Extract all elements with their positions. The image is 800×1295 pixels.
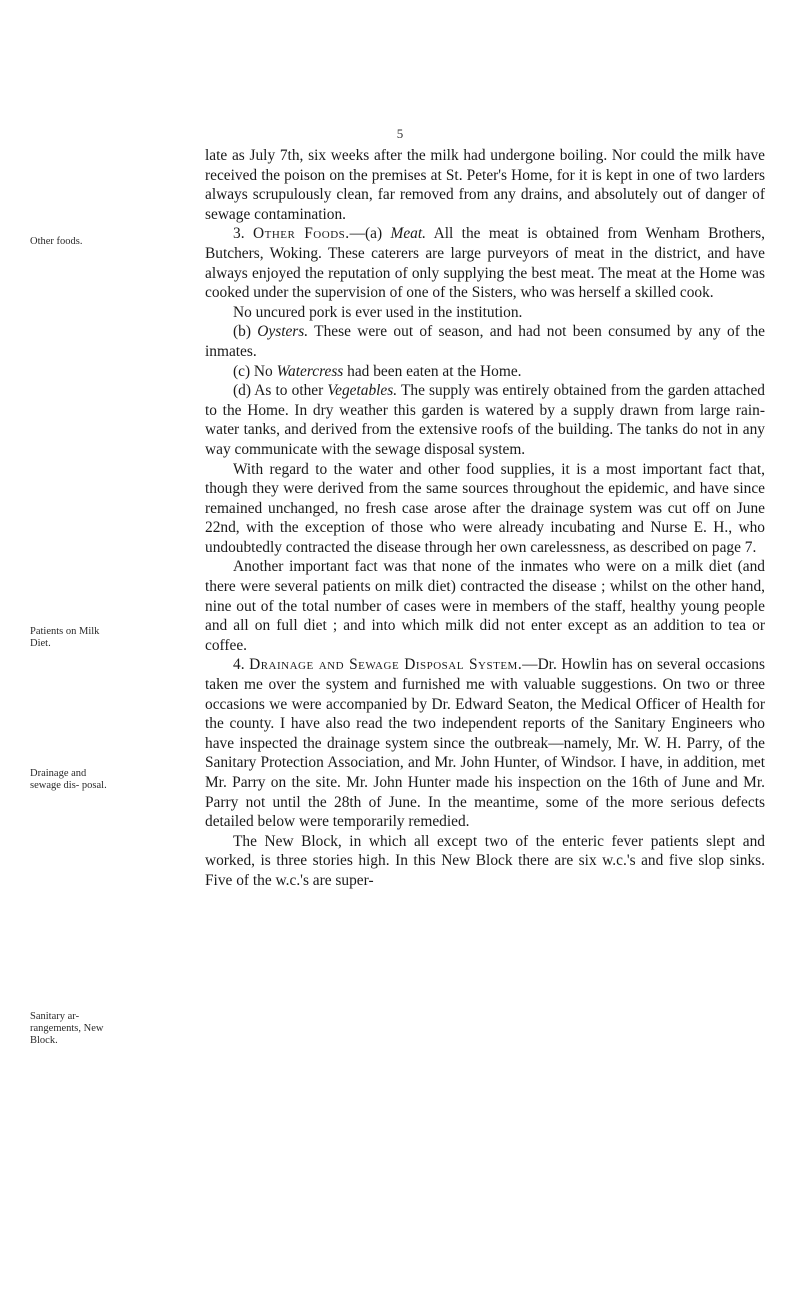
item-label: (b): [233, 323, 251, 341]
item-label: —(a): [349, 225, 383, 243]
item-body: The supply was entirely obtained from the garden attached to the Home. In dry weather this garden is watered by a supply drawn from large rain-water tanks, and derived from the extensive roofs of the building. The tanks do not in any way communicate with the sewage disposal system.: [205, 382, 765, 458]
paragraph-other-foods-meat: [205, 224, 765, 302]
paragraph-water-supplies: With regard to the water and other food supplies, it is a most important fact that, though they were derived from the same sources throughout the epidemic, and have since remained unchanged, no fresh case arose after the drainage system was cut off on June 22nd, with the exception of those who were already incubating and Nurse E. H., who undoubtedly contracted the disease through her own carelessness, as described on page 7.: [205, 460, 765, 556]
paragraph-oysters: [205, 322, 765, 361]
paragraph-new-block: The New Block, in which all except two of the enteric fever patients slept and worked, is three stories high. In this New Block there are six w.c.'s and five slop sinks. Five of the w.c.'s are super-: [205, 832, 765, 889]
section-heading: Drainage and Sewage Disposal System.: [249, 656, 523, 674]
main-text: [205, 146, 765, 891]
paragraph-vegetables: [205, 381, 765, 459]
paragraph-milk-diet: Another important fact was that none of the inmates who were on a milk diet (and there were several patients on milk diet) contracted the disease ; whilst on the other hand, nine out of the total number of cases were in members of the staff, healthy young people and all on full diet ; and into which milk did not enter except as an addition to tea or coffee.: [205, 558, 765, 654]
item-title: Watercress: [276, 362, 344, 380]
item-label: (d) As to other: [233, 382, 324, 400]
paragraph-uncured-pork: No uncured pork is ever used in the institution.: [233, 303, 523, 321]
section-body: —Dr. Howlin has on several occasions taken me over the system and furnished me with valuable suggestions. On two or three occasions we were accompanied by Dr. Edward Seaton, the Medical Officer of Health for the county. I have also read the two independent reports of the Sanitary Engineers who have inspected the drainage system since the outbreak—namely, Mr. W. H. Parry, of the Sanitary Protection Association, and Mr. John Hunter, of Windsor. I have, in addition, met Mr. Parry on the site. Mr. John Hunter made his inspection on the 16th of June and Mr. Parry not until the 28th of June. In the meantime, some of the more serious defects detailed below were temporarily remedied.: [205, 656, 765, 831]
section-heading: Other Foods.: [252, 225, 350, 243]
item-title: Meat.: [390, 225, 427, 243]
margin-note-sanitary: Sanitary ar- rangements, New Block.: [30, 1011, 104, 1046]
margin-note-milk-diet: Patients on Milk Diet.: [30, 626, 100, 649]
paragraph-milk-boiling: late as July 7th, six weeks after the milk had undergone boiling. Nor could the milk have received the poison on the premises at St. Peter's Home, for it is kept in one of two larders always scrupulously clean, far removed from any drains, and absolutely out of danger of sewage contamination.: [205, 147, 765, 223]
margin-note-other-foods: Other foods.: [30, 236, 83, 247]
item-title: Oysters.: [257, 323, 309, 341]
page-number: 5: [396, 126, 404, 141]
item-title: Vegetables.: [327, 382, 398, 400]
item-body: had been eaten at the Home.: [343, 362, 522, 380]
item-body: All the meat is obtained from Wenham Brothers, Butchers, Woking. These caterers are large purveyors of meat in the district, and have always enjoyed the reputation of only supplying the best meat. The meat at the Home was cooked under the supervision of one of the Sisters, who was herself a skilled cook.: [205, 225, 765, 302]
paragraph-drainage: [205, 655, 765, 831]
item-label: (c) No: [233, 362, 273, 380]
item-body: These were out of season, and had not been consumed by any of the inmates.: [205, 323, 765, 360]
paragraph-watercress: [205, 362, 765, 382]
margin-note-drainage: Drainage and sewage dis- posal.: [30, 768, 107, 791]
section-number: 3.: [233, 225, 245, 243]
section-number: 4.: [233, 656, 245, 674]
